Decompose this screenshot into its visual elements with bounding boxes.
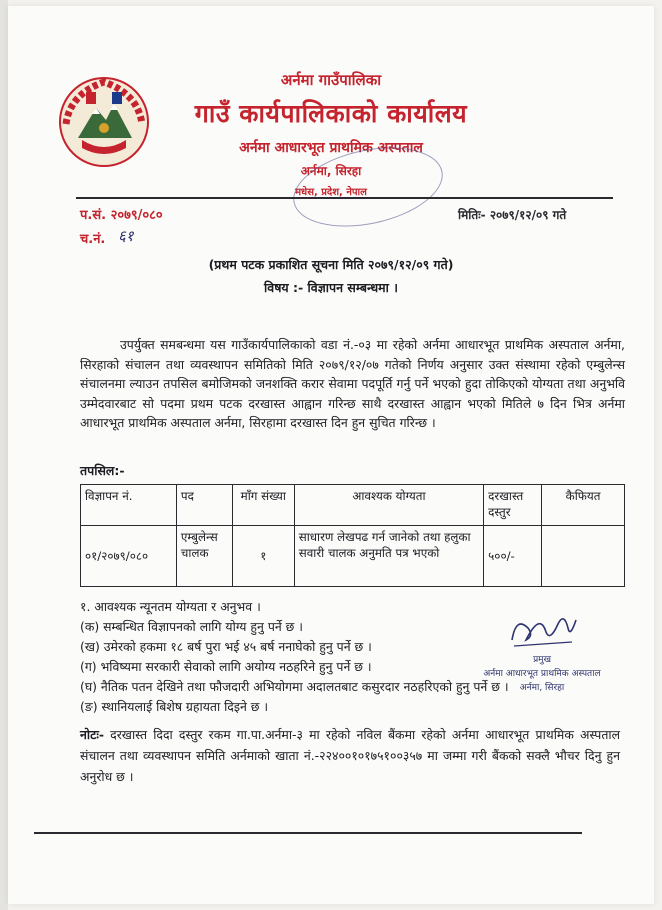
table-cell: १ [232, 526, 294, 587]
hospital-address: अर्नमा, सिरहा [300, 164, 362, 178]
list-item: (ङ) स्थानियलाई बिशेष ग्रहायता दिइने छ । [80, 699, 269, 714]
handwritten-signature-icon [506, 606, 580, 652]
scan-edge [0, 0, 8, 910]
body-paragraph: उपर्युक्त समबन्धमा यस गाउँकार्यपालिकाको वडा नं.-०३ मा रहेको अर्नमा आधारभूत प्राथमिक अस्पताल अर्नमा, सिरहाको संचालन तथा व्यवस्थापन समितिको मिति २०७९/१२/०७ गतेको निर्णय अनुसार उक्त संस्थामा रहेको एम्बुलेन्स संचालनमा ल्याउन तपसिल बमोजिमको जनशक्ति करार सेवामा पदपूर्ति गर्नु पर्ने भएको हुदा तोकिएको योग्यता तथा अनुभवि उम्मेदवारबाट सो पदमा प्रथम पटक दरखास्त आह्वान गरिन्छ साथै दरखास्त आह्वान भएको मितिले ७ दिन भित्र अर्नमा आधारभूत प्राथमिक अस्पताल अर्नमा, सिरहामा दरखास्त दिन हुन सुचित गरिन्छ । [80, 337, 625, 430]
table-header-cell: माँग संख्या [232, 485, 294, 526]
table-cell: ५००/- [484, 526, 542, 587]
list-item: (ख) उमेरको हकमा १८ बर्ष पुरा भई ४५ बर्ष ननाघेको हुनु पर्ने छ । [80, 639, 372, 654]
table-cell: साधारण लेखपढ गर्न जानेको तथा हलुका सवारी चालक अनुमति पत्र भएको [294, 526, 483, 587]
list-item: (घ) नैतिक पतन देखिने तथा फौजदारी अभियोगमा अदालतबाट कसुरदार नठहरिएको हुनु पर्ने छ । [80, 679, 509, 694]
table-header-cell: विज्ञापन नं. [81, 485, 177, 526]
table-header-cell: दरखास्त दस्तुर [484, 485, 542, 526]
signature-stamp [462, 653, 622, 695]
signature-stamp-line1: अर्नमा आधारभूत प्राथमिक अस्पताल [483, 669, 601, 679]
list-item: (ग) भविष्यमा सरकारी सेवाको लागि अयोग्य नठहरिने हुनु पर्ने छ । [80, 659, 372, 674]
table-cell: ०१/२०७९/०८० [81, 526, 177, 587]
reference-number [80, 205, 163, 223]
office-name: अर्नमा गाउँपालिका [280, 71, 382, 89]
first-notice-line: (प्रथम पटक प्रकाशित सूचना मिति २०७९/१२/०९ गते) [208, 257, 454, 272]
table-cell [542, 526, 625, 587]
signature-title: प्रमुख [533, 655, 551, 665]
subject-line: विषय :- विज्ञापन सम्बन्धमा । [264, 280, 398, 295]
footer-divider [34, 832, 582, 834]
document-date: मितिः- २०७९/१२/०९ गते [458, 208, 567, 222]
note-label: नोटः- [80, 727, 104, 742]
office-main-title: गाउँ कार्यपालिकाको कार्यालय [194, 99, 468, 128]
dispatch-label: च.नं. [80, 232, 106, 247]
reference-value: २०७९/०८० [110, 208, 163, 223]
header-divider [76, 197, 613, 199]
table-header-cell: पद [176, 485, 232, 526]
signature-stamp-line2: अर्नमा, सिरहा [519, 683, 565, 693]
table-header-row [81, 485, 625, 526]
tapsil-label: तपसिल:- [80, 463, 125, 478]
dispatch-value: ६१ [118, 227, 134, 245]
table-header-cell: कैफियत [542, 485, 625, 526]
table-cell: एम्बुलेन्स चालक [176, 526, 232, 587]
table-header-cell: आवश्यक योग्यता [294, 485, 483, 526]
reference-label: प.सं. [80, 208, 107, 223]
table-row [81, 526, 625, 587]
vacancy-table [80, 484, 625, 587]
hospital-name: अर्नमा आधारभूत प्राथमिक अस्पताल [239, 140, 423, 156]
province-line: मधेस, प्रदेश, नेपाल [295, 187, 367, 198]
list-item: (क) सम्बन्धित विज्ञापनको लागि योग्य हुनु पर्ने छ । [80, 619, 303, 634]
note-text: दरखास्त दिदा दस्तुर रकम गा.पा.अर्नमा-३ मा रहेको नविल बैंकमा रहेको अर्नमा आधारभूत प्राथमिक अस्पताल संचालन तथा व्यवस्थापन समिति अर्नमाको खाता नं.-२२४००१०१७५१००३५७ मा जम्मा गरी बैंकको सक्लै भौचर दिनु हुन अनुरोध छ । [80, 727, 620, 784]
note-paragraph [80, 724, 620, 787]
requirements-heading: १. आवश्यक न्यूनतम योग्यता र अनुभव । [80, 599, 261, 614]
